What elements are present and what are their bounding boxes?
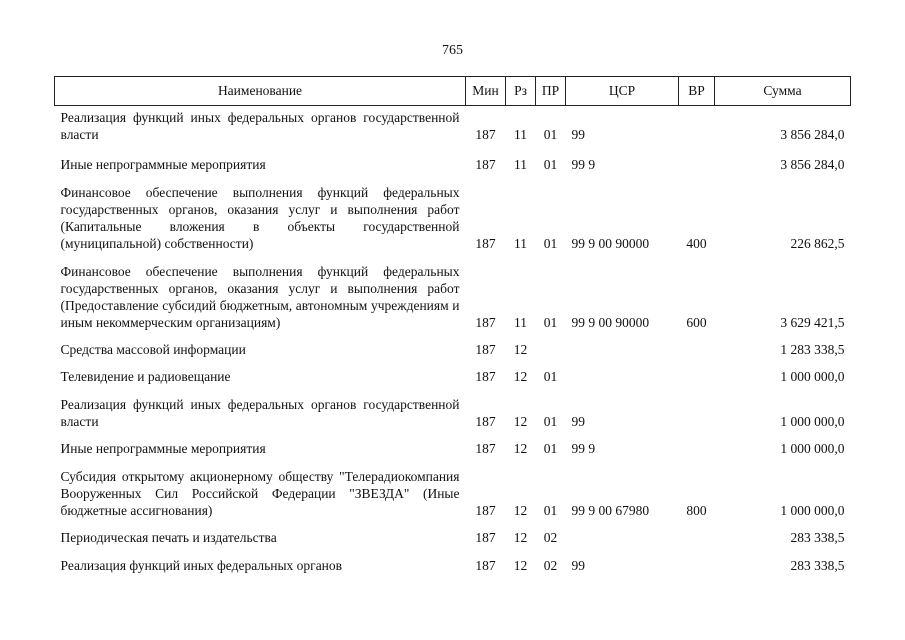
row-csr: 99 [571,414,585,429]
row-csr: 99 9 00 90000 [571,236,650,251]
table-row [55,358,851,385]
table-row [55,331,851,358]
row-pr: 01 [543,315,558,330]
row-name: Финансовое обеспечение выполнения функций федеральных государственных органов, оказания услуг и выполнения работ (Предоставление субсидий бюджетным, автономным учреждениям и иным некоммерческим организациям) [60,264,460,330]
row-name: Реализация функций иных федеральных органов государственной власти [60,110,460,142]
row-name: Финансовое обеспечение выполнения функций федеральных государственных органов, оказания услуг и выполнения работ (Капитальные вложения в объекты государственной (муниципальной) собственности) [60,185,460,251]
table-row [55,146,851,173]
row-rz: 11 [514,236,527,251]
row-vr [679,358,715,385]
row-csr [566,331,679,358]
row-rz: 12 [513,342,528,357]
table-row [55,106,851,147]
header-sum: Сумма [715,77,851,106]
row-rz: 12 [513,369,528,384]
table-row [55,519,851,546]
row-rz: 11 [514,315,527,330]
row-vr [679,430,715,457]
row-rz: 12 [513,530,528,545]
header-pr: ПР [536,77,566,106]
row-sum: 1 000 000,0 [780,441,845,456]
row-name: Телевидение и радиовещание [60,369,231,384]
row-csr: 99 [571,127,585,142]
row-rz: 12 [513,503,528,518]
table-header-row [55,77,851,106]
row-sum: 226 862,5 [790,236,845,251]
table-row [55,252,851,331]
row-pr: 01 [543,414,558,429]
table-row [55,385,851,430]
row-sum: 3 856 284,0 [780,127,845,142]
header-csr: ЦСР [566,77,679,106]
row-name: Субсидия открытому акционерному обществу "Телерадиокомпания Вооруженных Сил Российской Федерации "ЗВЕЗДА" (Иные бюджетные ассигнования) [60,469,460,518]
row-pr: 01 [543,236,558,251]
row-pr: 01 [543,369,558,384]
row-vr [679,519,715,546]
row-rz: 11 [514,127,527,142]
row-sum: 283 338,5 [790,558,845,573]
row-vr [679,106,715,147]
row-pr [536,331,566,358]
row-sum: 1 000 000,0 [780,503,845,518]
row-min: 187 [475,315,496,330]
row-rz: 11 [514,157,527,172]
row-vr [679,385,715,430]
row-pr: 02 [543,530,558,545]
row-vr [679,546,715,574]
row-sum: 3 629 421,5 [780,315,845,330]
row-csr: 99 [571,558,585,573]
row-min: 187 [475,236,496,251]
header-name: Наименование [55,77,466,106]
row-name: Периодическая печать и издательства [60,530,277,545]
row-pr: 02 [543,558,558,573]
row-vr [679,146,715,173]
row-min: 187 [475,369,496,384]
row-name: Иные непрограммные мероприятия [60,157,266,172]
row-vr [679,331,715,358]
row-csr: 99 9 [571,441,596,456]
row-pr: 01 [543,157,558,172]
table-row [55,457,851,519]
row-name: Иные непрограммные мероприятия [60,441,266,456]
row-sum: 1 000 000,0 [780,414,845,429]
row-sum: 1 283 338,5 [780,342,845,357]
row-vr: 600 [686,315,707,330]
row-rz: 12 [513,441,528,456]
row-min: 187 [475,127,496,142]
row-name: Реализация функций иных федеральных органов [60,558,343,573]
row-sum: 283 338,5 [790,530,845,545]
row-csr: 99 9 00 67980 [571,503,650,518]
row-csr [566,358,679,385]
row-name: Реализация функций иных федеральных органов государственной власти [60,397,460,429]
row-csr [566,519,679,546]
row-pr: 01 [543,127,558,142]
row-csr: 99 9 00 90000 [571,315,650,330]
row-pr: 01 [543,503,558,518]
row-sum: 1 000 000,0 [780,369,845,384]
page-number: 765 [442,43,463,58]
header-min: Мин [466,77,506,106]
row-name: Средства массовой информации [60,342,246,357]
row-pr: 01 [543,441,558,456]
row-min: 187 [475,342,496,357]
table-row [55,546,851,574]
row-rz: 12 [513,558,528,573]
row-min: 187 [475,414,496,429]
header-rz: Рз [506,77,536,106]
row-min: 187 [475,503,496,518]
budget-table [54,76,851,574]
row-csr: 99 9 [571,157,596,172]
header-vr: ВР [679,77,715,106]
table-row [55,173,851,252]
table-row [55,430,851,457]
row-vr: 800 [686,503,707,518]
row-min: 187 [475,441,496,456]
row-min: 187 [475,558,496,573]
row-vr: 400 [686,236,707,251]
row-sum: 3 856 284,0 [780,157,845,172]
row-min: 187 [475,157,496,172]
row-min: 187 [475,530,496,545]
row-rz: 12 [513,414,528,429]
